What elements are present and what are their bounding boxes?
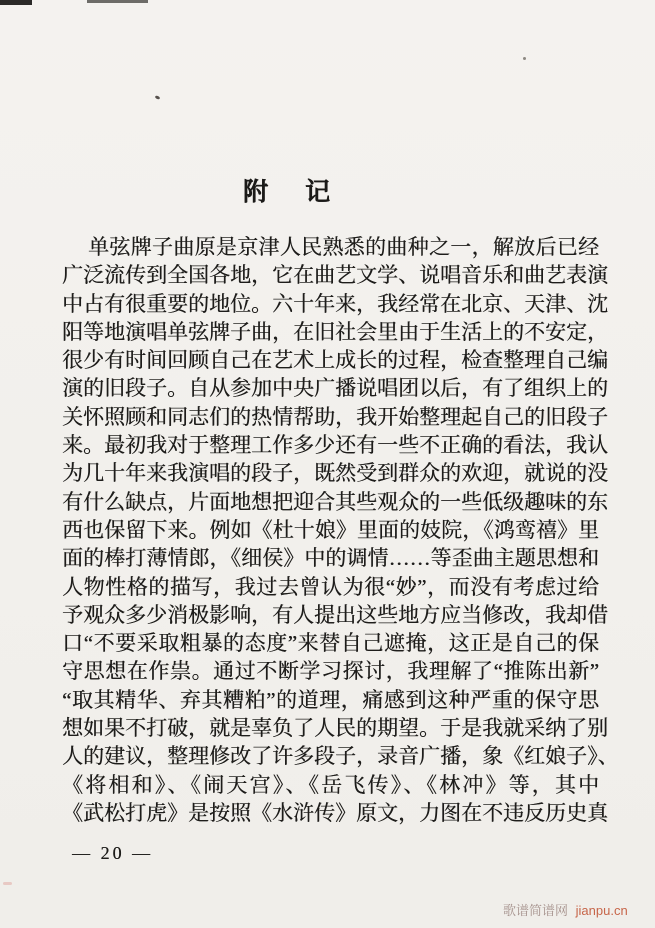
body-paragraph (62, 233, 619, 827)
body-line: 人物性格的描写，我过去曾认为很“妙”，而没有考虑过给 (62, 574, 599, 599)
body-line: 人的建议，整理修改了许多段子，录音广播，象《红娘子》、 (62, 744, 619, 769)
body-line: 面的棒打薄情郎，《细侯》中的调情……等歪曲主题思想和 (62, 546, 599, 571)
body-line: 单弦牌子曲原是京津人民熟悉的曲种之一，解放后已经 (88, 235, 599, 259)
body-line: 阳等地演唱单弦牌子曲，在旧社会里由于生活上的不安定， (62, 319, 608, 344)
scan-artifact-bar (0, 0, 32, 5)
body-line: 为几十年来我演唱的段子，既然受到群众的欢迎，就说的没 (62, 461, 608, 486)
body-line: 予观众多少消极影响，有人提出这些地方应当修改，我却借 (62, 602, 608, 627)
page-title-char: 附 (243, 179, 269, 206)
watermark (503, 900, 628, 919)
body-line: 守思想在作祟。通过不断学习探讨，我理解了“推陈出新” (62, 659, 599, 684)
watermark-site-name: 歌谱简谱网 (503, 903, 569, 918)
body-line: 《武松打虎》是按照《水浒传》原文，力图在不违反历史真 (62, 800, 608, 825)
watermark-domain: jianpu.cn (575, 903, 628, 918)
body-line: 广泛流传到全国各地，它在曲艺文学、说唱音乐和曲艺表演 (62, 263, 608, 288)
body-line: 很少有时间回顾自己在艺术上成长的过程，检查整理自己编 (62, 348, 608, 373)
body-line: 西也保留下来。例如《杜十娘》里面的妓院，《鸿鸾禧》里 (62, 517, 599, 542)
body-line: 中占有很重要的地位。六十年来，我经常在北京、天津、沈 (62, 291, 608, 316)
body-line: 关怀照顾和同志们的热情帮助，我开始整理起自己的旧段子 (62, 404, 608, 429)
body-line: 《将相和》、《闹天宫》、《岳飞传》、《林冲》等，其中 (62, 772, 599, 797)
body-line: 演的旧段子。自从参加中央广播说唱团以后，有了组织上的 (62, 376, 608, 401)
page-title-char: 记 (305, 179, 331, 206)
scan-speck (523, 57, 526, 60)
body-line: “取其精华、弃其糟粕”的道理，痛感到这种严重的保守思 (62, 687, 599, 712)
scan-speck (3, 882, 12, 885)
scan-artifact-bar (87, 0, 148, 3)
body-line: 有什么缺点，片面地想把迎合其些观众的一些低级趣味的东 (62, 489, 608, 514)
body-line: 来。最初我对于整理工作多少还有一些不正确的看法，我认 (62, 433, 608, 458)
body-line: 口“不要采取粗暴的态度”来替自己遮掩，这正是自己的保 (62, 631, 599, 656)
page-title (243, 172, 330, 208)
body-line: 想如果不打破，就是辜负了人民的期望。于是我就采纳了别 (62, 716, 608, 741)
page-number: — 20 — (72, 843, 153, 863)
scan-speck (155, 95, 161, 100)
